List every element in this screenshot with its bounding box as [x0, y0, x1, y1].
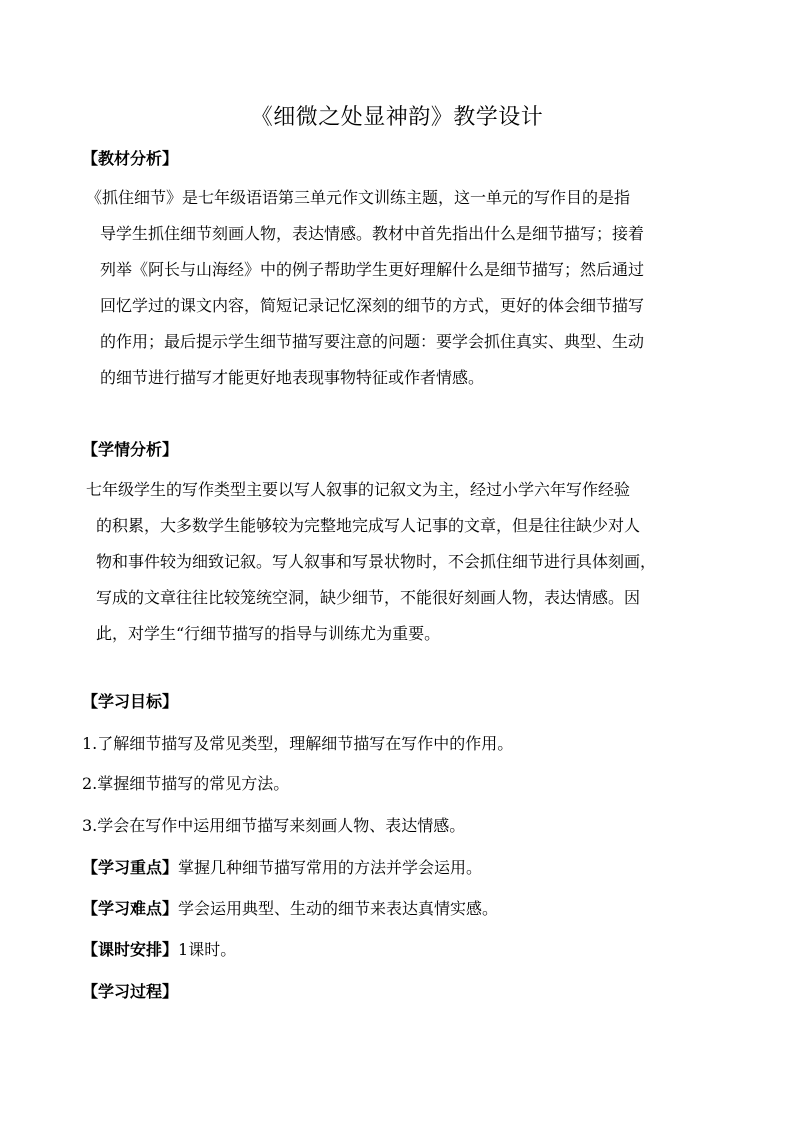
- difficulty-line: [82, 897, 498, 921]
- paragraph-line: 的作用；最后提示学生细节描写要注意的问题：要学会抓住真实、典型、生动: [100, 332, 645, 351]
- difficulty-heading: 【学习难点】: [82, 899, 179, 918]
- paragraph-learner-analysis: [86, 472, 656, 652]
- paragraph-line: 七年级学生的写作类型主要以写人叙事的记叙文为主，经过小学六年写作经验: [86, 480, 631, 499]
- paragraph-line: 回忆学过的课文内容，简短记录记忆深刻的细节的方式，更好的体会细节描写: [100, 296, 645, 315]
- paragraph-line: 物和事件较为细致记叙。写人叙事和写景状物时，不会抓住细节进行具体刻画，: [96, 552, 657, 571]
- heading-learning-process: 【学习过程】: [82, 982, 179, 1001]
- heading-learner-analysis: 【学情分析】: [82, 440, 179, 459]
- heading-learning-goals: 【学习目标】: [82, 692, 179, 711]
- key-point-text: 掌握几种细节描写常用的方法并学会运用。: [178, 858, 483, 877]
- paragraph-line: 此，对学生“行细节描写的指导与训练尤为重要。: [96, 624, 441, 643]
- paragraph-line: 列举《阿长与山海经》中的例子帮助学生更好理解什么是细节描写；然后通过: [100, 260, 645, 279]
- paragraph-textbook-analysis: [86, 180, 644, 396]
- document-title: 《细微之处显神韵》教学设计: [250, 105, 544, 130]
- schedule-text: 1课时。: [178, 940, 237, 959]
- difficulty-text: 学会运用典型、生动的细节来表达真情实感。: [178, 899, 499, 918]
- paragraph-line: 导学生抓住细节刻画人物，表达情感。教材中首先指出什么是细节描写；接着: [100, 224, 645, 243]
- learning-goal-item: 3.学会在写作中运用细节描写来刻画人物、表达情感。: [82, 816, 466, 835]
- paragraph-line: 的积累，大多数学生能够较为完整地完成写人记事的文章，但是往往缺少对人: [96, 516, 641, 535]
- key-point-heading: 【学习重点】: [82, 858, 179, 877]
- schedule-heading: 【课时安排】: [82, 940, 179, 959]
- heading-textbook-analysis: 【教材分析】: [82, 149, 179, 168]
- schedule-line: [82, 938, 236, 962]
- key-point-line: [82, 856, 482, 880]
- learning-goal-item: 1.了解细节描写及常见类型，理解细节描写在写作中的作用。: [82, 734, 514, 753]
- paragraph-line: 《抓住细节》是七年级语语第三单元作文训练主题，这一单元的写作目的是指: [86, 188, 631, 207]
- paragraph-line: 的细节进行描写才能更好地表现事物特征或作者情感。: [100, 368, 485, 387]
- paragraph-line: 写成的文章往往比较笼统空洞，缺少细节，不能很好刻画人物，表达情感。因: [96, 588, 641, 607]
- learning-goal-item: 2.掌握细节描写的常见方法。: [82, 774, 290, 793]
